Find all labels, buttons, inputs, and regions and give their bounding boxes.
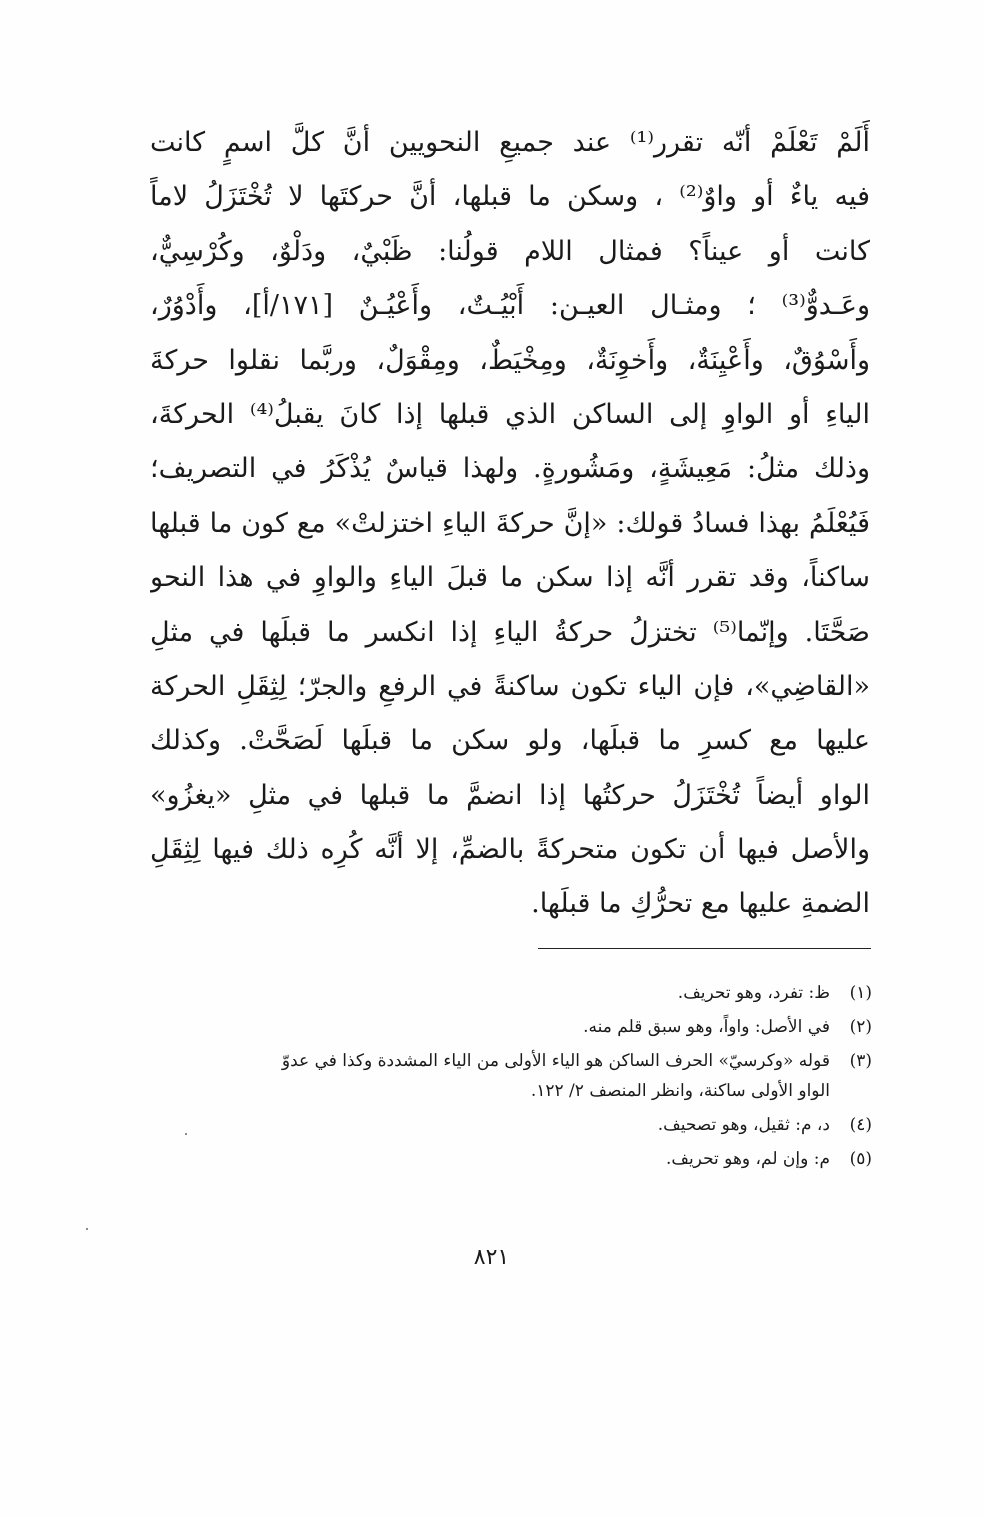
footnote-separator xyxy=(538,948,871,949)
scan-speck xyxy=(86,1228,88,1230)
scan-speck xyxy=(185,1133,187,1135)
footnote xyxy=(150,1012,872,1042)
text-line: عليها مع كسرِ ما قبلَها، ولو سكن ما قبلَها لَصَحَّتْ. وكذلك xyxy=(150,725,870,757)
text-line: «القاضِي»، فإن الياء تكون ساكنةً في الرفعِ والجرّ؛ لِثِقَلِ الحركة xyxy=(150,670,870,702)
text-line: الضمةِ عليها مع تحرُّكِ ما قبلَها. xyxy=(531,888,870,920)
text-line: والأصل فيها أن تكون متحركةً بالضمِّ، إلا أنَّه كُرِه ذلك فيها لِثِقَلِ xyxy=(150,834,870,866)
text-line: وأَسْوُقٌ، وأَعْيِنَةٌ، وأَخوِنَةٌ، ومِخْيَطٌ، ومِقْوَلٌ، وربَّما نقلوا حركةَ xyxy=(150,344,870,376)
text-line: وعَـدوٌّ⁽³⁾ ؛ ومثـال العيـن: أَبْيُـتٌ، وأَعْيُـنٌ [١٧١/أ]، وأَدْوُرٌ، xyxy=(150,290,870,322)
footnote-number: (١) xyxy=(849,983,872,1003)
footnote-text xyxy=(150,978,830,1008)
footnotes-block xyxy=(150,978,872,1178)
text-line: الواو أيضاً تُخْتَزَلُ حركتُها إذا انضمَّ ما قبلها في مثلِ «يغزُو» xyxy=(150,779,870,811)
footnote-number: (٤) xyxy=(849,1115,872,1135)
footnote-number: (٥) xyxy=(849,1149,872,1169)
text-line: وذلك مثلُ: مَعِيشَةٍ، ومَشُورةٍ. ولهذا قياسٌ يُذْكَرُ في التصريف؛ xyxy=(150,453,870,485)
footnote-text xyxy=(150,1012,830,1042)
footnote-text xyxy=(150,1046,830,1106)
footnote-line: في الأصل: واواً، وهو سبق قلم منه. xyxy=(583,1017,830,1037)
page-number: ٨٢١ xyxy=(473,1245,510,1270)
footnote-line: م: وإن لم، وهو تحريف. xyxy=(665,1149,830,1169)
footnote xyxy=(150,978,872,1008)
text-line: فيه ياءٌ أو واوٌ⁽²⁾ ، وسكن ما قبلها، أنَّ حركتَها لا تُخْتَزَلُ لاماً xyxy=(150,181,870,213)
text-line: كانت أو عيناً؟ فمثال اللام قولُنا: ظَبْيٌ، ودَلْوٌ، وكُرْسِيٌّ، xyxy=(150,235,870,267)
text-line: فَيُعْلَمُ بهذا فسادُ قولك: «إنَّ حركةَ الياءِ اختزلتْ» مع كون ما قبلها xyxy=(150,507,870,539)
footnote-line: الواو الأولى ساكنة، وانظر المنصف ٢/ ١٢٢. xyxy=(530,1081,830,1101)
footnote xyxy=(150,1046,872,1106)
text-line: ساكناً، وقد تقرر أنَّه إذا سكن ما قبلَ الياءِ والواوِ في هذا النحو xyxy=(150,562,870,594)
main-text-block xyxy=(150,116,870,932)
text-line: صَحَّتَا. وإنّما⁽⁵⁾ تختزلُ حركةُ الياءِ إذا انكسر ما قبلَها في مثلِ xyxy=(150,616,870,648)
text-line: أَلَمْ تَعْلَمْ أنّه تقرر⁽¹⁾ عند جميعِ النحويين أنَّ كلَّ اسمٍ كانت xyxy=(150,127,870,158)
footnote xyxy=(150,1144,872,1174)
footnote-text xyxy=(150,1144,830,1174)
footnote-line: قوله «وكرسيّ» الحرف الساكن هو الياء الأولى من الياء المشددة وكذا في عدوّ xyxy=(281,1051,830,1071)
footnote-line: د، م: ثقيل، وهو تصحيف. xyxy=(657,1115,830,1135)
text-line: الياءِ أو الواوِ إلى الساكن الذي قبلها إذا كانَ يقبلُ⁽⁴⁾ الحركةَ، xyxy=(150,398,870,430)
footnote-number: (٢) xyxy=(849,1017,872,1037)
footnote xyxy=(150,1110,872,1140)
footnote-number: (٣) xyxy=(849,1051,872,1071)
footnote-line: ظ: تفرد، وهو تحريف. xyxy=(677,983,830,1003)
footnote-text xyxy=(150,1110,830,1140)
